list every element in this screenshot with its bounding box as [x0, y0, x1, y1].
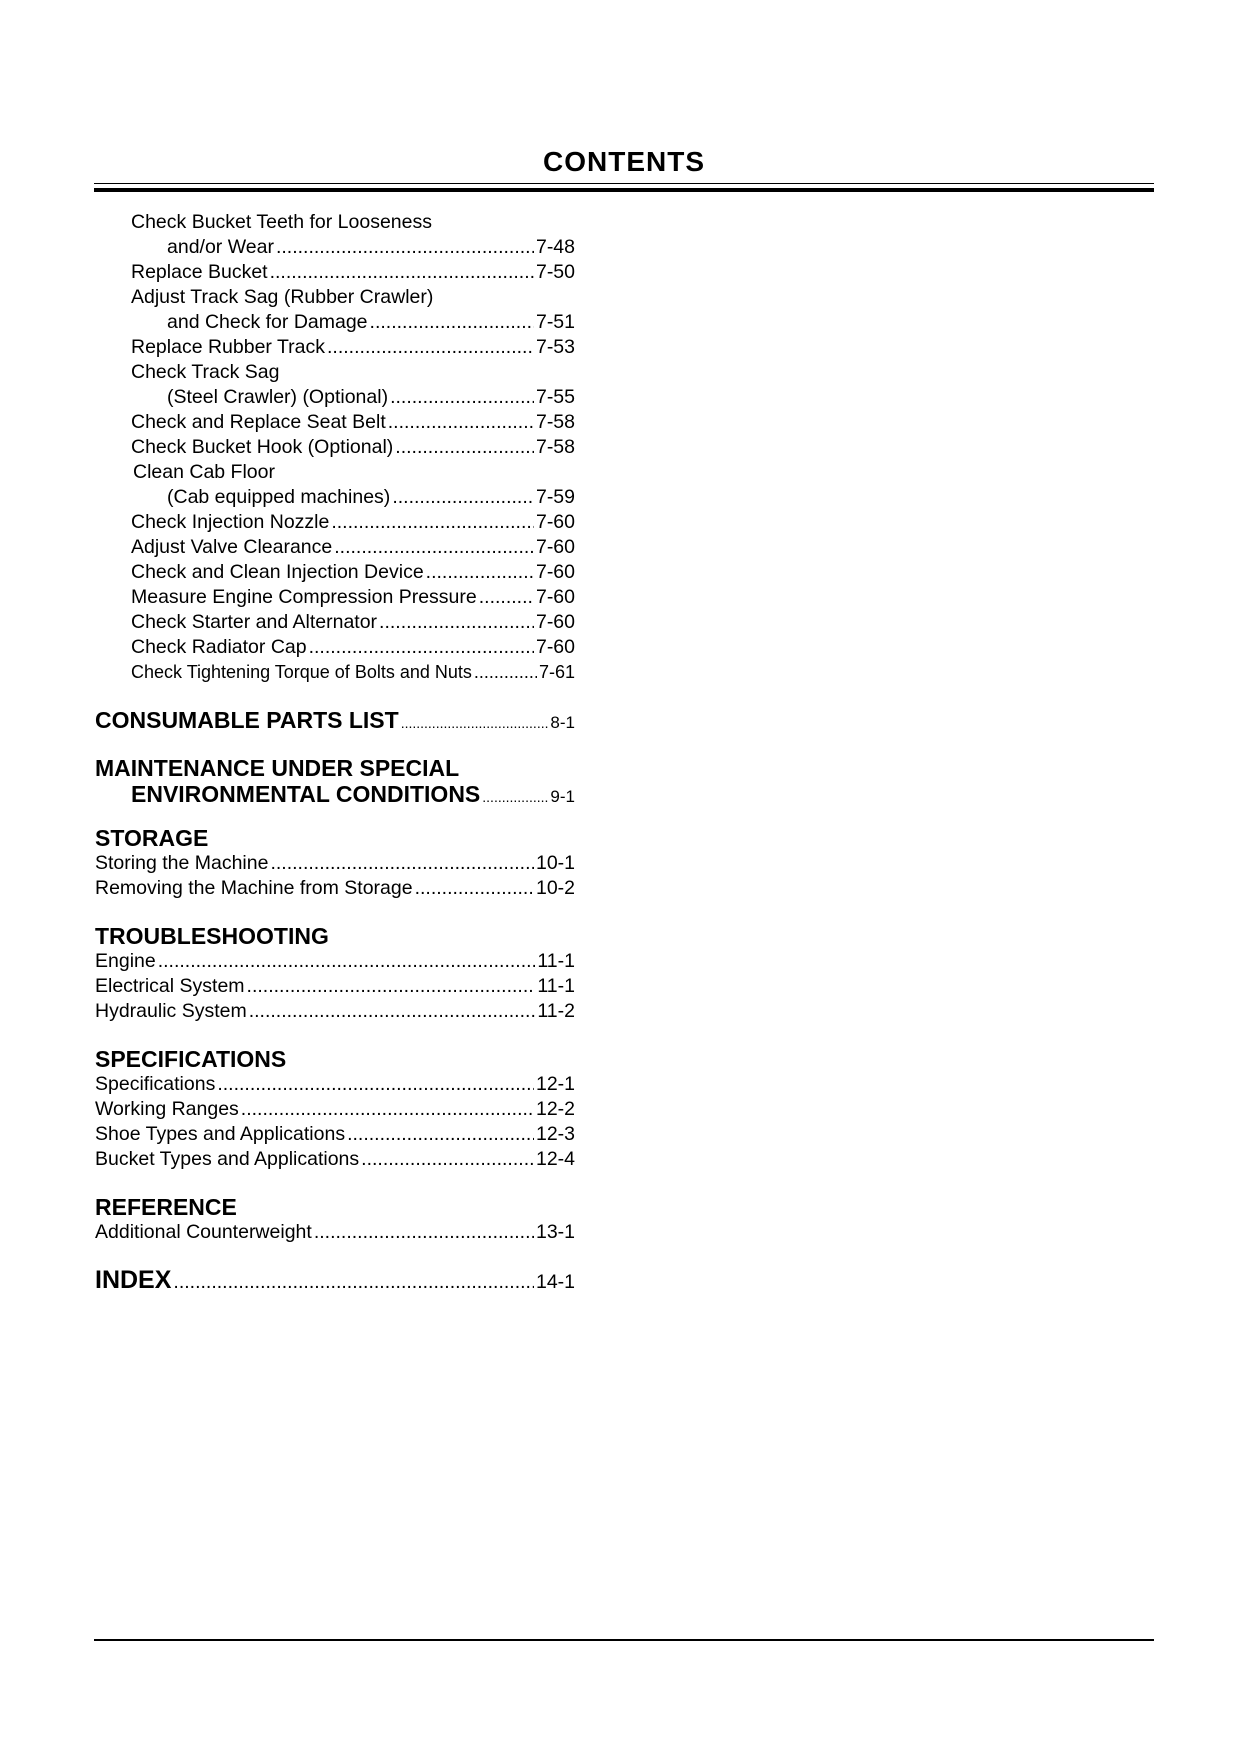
section-page: 8-1	[550, 713, 575, 732]
toc-entry-label: Adjust Track Sag (Rubber Crawler)	[131, 286, 434, 308]
toc-entry-label: Check Bucket Teeth for Looseness	[131, 211, 432, 233]
toc-entry-label: Check Radiator Cap	[131, 636, 307, 658]
toc-entry-label: Check and Replace Seat Belt	[131, 411, 386, 433]
toc-entry[interactable]	[95, 876, 575, 901]
section-storage	[95, 825, 575, 901]
toc-entry-page: 10-2	[535, 877, 575, 899]
toc-entry[interactable]	[95, 510, 575, 535]
toc-entry-page: 12-1	[535, 1073, 575, 1095]
section-page: 14-1	[535, 1271, 575, 1293]
toc-entry[interactable]	[95, 635, 575, 660]
toc-entry[interactable]	[95, 260, 575, 285]
toc-entry[interactable]	[95, 560, 575, 585]
toc-entry-label: and/or Wear	[167, 236, 274, 258]
section-index[interactable]	[95, 1267, 575, 1293]
section-title: ENVIRONMENTAL CONDITIONS	[131, 781, 481, 807]
section-title: STORAGE	[95, 825, 209, 851]
toc-entry[interactable]	[95, 660, 575, 685]
toc-entry[interactable]	[95, 210, 575, 260]
toc-entry[interactable]	[95, 535, 575, 560]
toc-entry-label: Working Ranges	[95, 1098, 239, 1120]
toc-entry-page: 7-60	[535, 636, 575, 658]
section-title: MAINTENANCE UNDER SPECIAL	[95, 755, 460, 781]
toc-entry[interactable]	[95, 585, 575, 610]
toc-entry-label: Check and Clean Injection Device	[131, 561, 424, 583]
toc-entry-page: 7-55	[535, 386, 575, 408]
toc-entry[interactable]	[95, 999, 575, 1024]
toc-entry-page: 10-1	[535, 852, 575, 874]
toc-entry[interactable]	[95, 435, 575, 460]
toc-entry-page: 7-61	[538, 662, 575, 682]
toc-entry[interactable]	[95, 1220, 575, 1245]
toc-entry-label: Adjust Valve Clearance	[131, 536, 333, 558]
toc-entry[interactable]	[95, 1147, 575, 1172]
page-title: CONTENTS	[543, 146, 705, 177]
toc-entry-page: 13-1	[535, 1221, 575, 1243]
toc-entry-label: Check Track Sag	[131, 361, 280, 383]
toc-entry-page: 7-53	[535, 336, 575, 358]
toc-entry-label: Replace Rubber Track	[131, 336, 326, 358]
toc-entry[interactable]	[95, 1097, 575, 1122]
toc-entry-page: 7-58	[535, 411, 575, 433]
toc-entry-label: Engine	[95, 950, 156, 972]
toc-entry[interactable]	[95, 360, 575, 410]
toc-entry-label: Check Tightening Torque of Bolts and Nuts	[131, 662, 472, 682]
toc-entry-label: (Steel Crawler) (Optional)	[167, 386, 389, 408]
toc-entry[interactable]	[95, 410, 575, 435]
table-of-contents	[95, 210, 575, 1293]
toc-entry-label: Storing the Machine	[95, 852, 269, 874]
toc-entry-page: 11-2	[537, 1000, 575, 1022]
toc-entry-label: Electrical System	[95, 975, 245, 997]
toc-entry[interactable]	[95, 1122, 575, 1147]
header-rule-thin	[94, 183, 1154, 184]
toc-entry-page: 7-59	[535, 486, 575, 508]
toc-entry-page: 11-1	[537, 950, 575, 972]
toc-entry-page: 7-58	[535, 436, 575, 458]
toc-entry-page: 7-50	[535, 261, 575, 283]
section-page: 9-1	[550, 787, 575, 806]
section-consumable-parts[interactable]	[95, 707, 575, 733]
toc-entry-label: Removing the Machine from Storage	[95, 877, 413, 899]
toc-entry-page: 7-60	[535, 611, 575, 633]
section-title: REFERENCE	[95, 1194, 237, 1220]
toc-entry[interactable]	[95, 610, 575, 635]
toc-entry-label: Additional Counterweight	[95, 1221, 312, 1243]
toc-entry-label: Replace Bucket	[131, 261, 268, 283]
toc-entry-page: 7-60	[535, 561, 575, 583]
toc-entry-page: 12-2	[535, 1098, 575, 1120]
toc-entry-label: Clean Cab Floor	[133, 461, 275, 483]
toc-entry-label: Hydraulic System	[95, 1000, 247, 1022]
toc-entry-label: Shoe Types and Applications	[95, 1123, 346, 1145]
toc-entry-page: 12-3	[535, 1123, 575, 1145]
toc-entry-label: Check Bucket Hook (Optional)	[131, 436, 394, 458]
section-reference	[95, 1194, 575, 1245]
section-title: CONSUMABLE PARTS LIST	[95, 707, 399, 733]
section-maintenance-special[interactable]	[95, 755, 575, 807]
toc-entry[interactable]	[95, 949, 575, 974]
toc-entry-label: Check Starter and Alternator	[131, 611, 378, 633]
toc-entry[interactable]	[95, 285, 575, 335]
toc-entry-page: 7-60	[535, 586, 575, 608]
toc-entry-page: 12-4	[535, 1148, 575, 1170]
section-title: SPECIFICATIONS	[95, 1046, 287, 1072]
toc-entry-label: Check Injection Nozzle	[131, 511, 330, 533]
toc-entry[interactable]	[95, 851, 575, 876]
toc-entry-page: 7-48	[535, 236, 575, 258]
toc-entry-label: Specifications	[95, 1073, 216, 1095]
section-specifications	[95, 1046, 575, 1172]
section-title: TROUBLESHOOTING	[95, 923, 329, 949]
toc-entry-page: 7-51	[535, 311, 575, 333]
toc-entry-page: 7-60	[535, 511, 575, 533]
header-rule-thick	[94, 188, 1154, 192]
footer-rule	[94, 1639, 1154, 1641]
section-title: INDEX	[95, 1266, 172, 1294]
toc-entry[interactable]	[95, 460, 575, 510]
toc-entry-page: 7-60	[535, 536, 575, 558]
section-troubleshooting	[95, 923, 575, 1024]
toc-entry-label: (Cab equipped machines)	[167, 486, 391, 508]
toc-entry[interactable]	[95, 335, 575, 360]
toc-entry[interactable]	[95, 974, 575, 999]
toc-entry-label: and Check for Damage	[167, 311, 368, 333]
toc-entry-page: 11-1	[537, 975, 575, 997]
toc-entry-label: Measure Engine Compression Pressure	[131, 586, 477, 608]
toc-entry[interactable]	[95, 1072, 575, 1097]
toc-entry-label: Bucket Types and Applications	[95, 1148, 360, 1170]
